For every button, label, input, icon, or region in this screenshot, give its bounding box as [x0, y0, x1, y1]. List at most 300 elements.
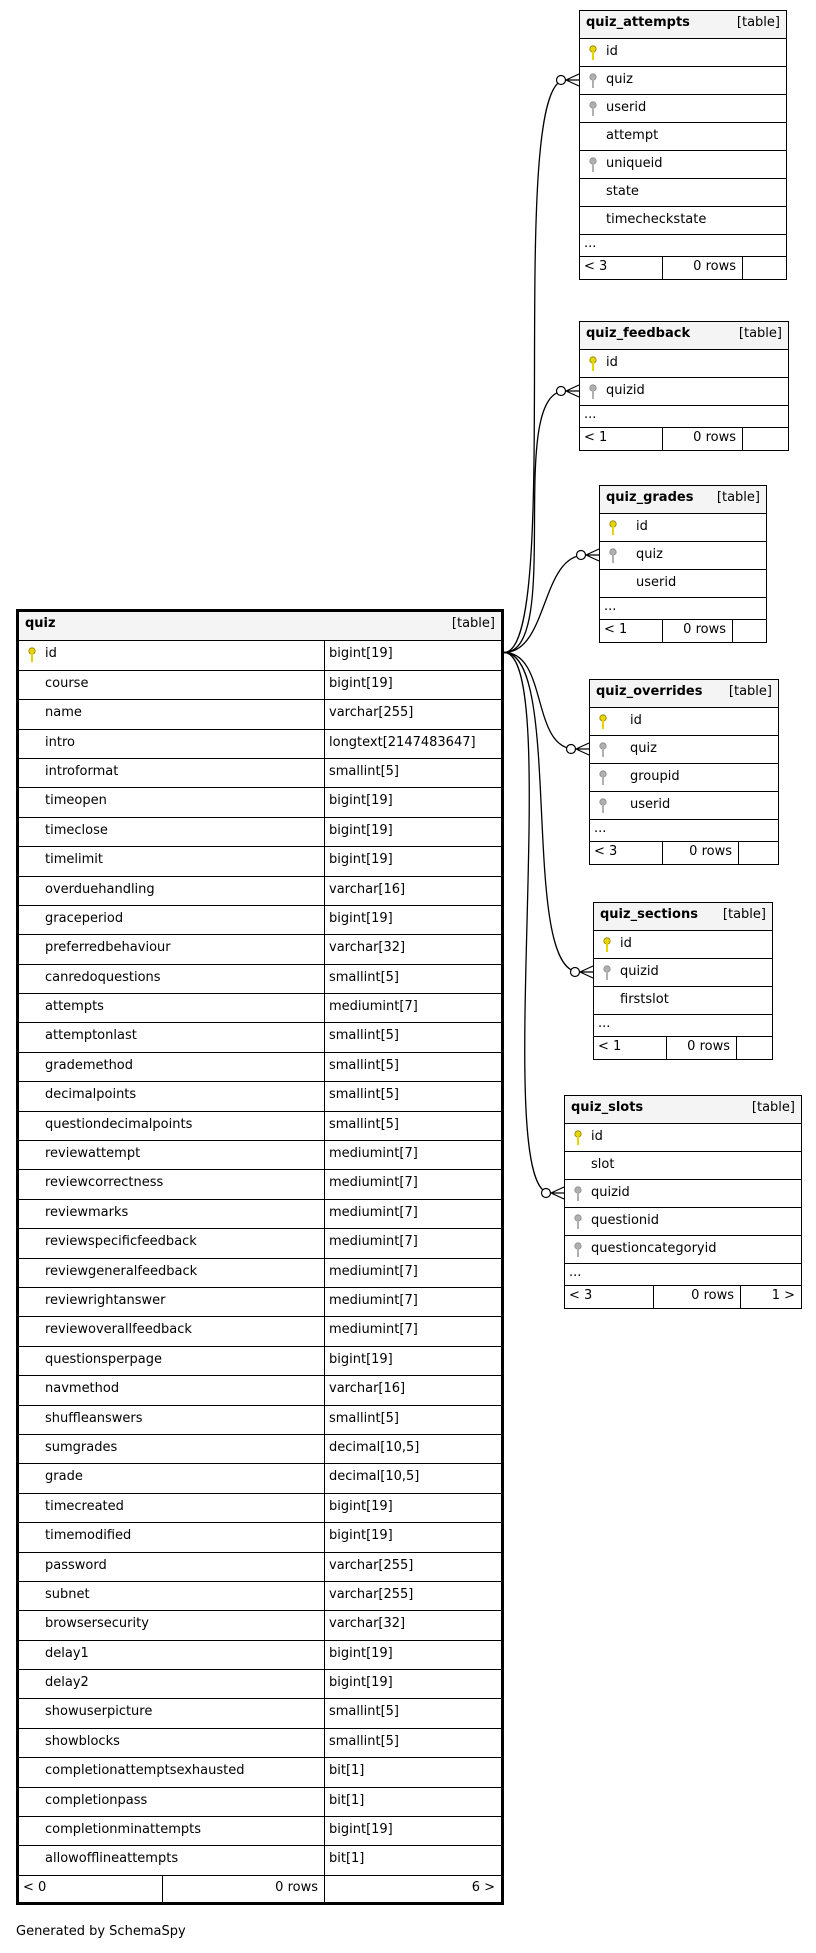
table-name: quiz_overrides: [596, 684, 703, 699]
column-name: preferredbehaviour: [45, 940, 171, 956]
primary-key-icon: [573, 1130, 583, 1146]
column-type: smallint[5]: [329, 1028, 399, 1044]
column-name: attempt: [606, 128, 659, 143]
column-row[interactable]: [19, 965, 501, 994]
column-type: bigint[19]: [329, 1675, 393, 1691]
foreign-key-icon: [573, 1186, 583, 1202]
column-type: mediumint[7]: [329, 1234, 418, 1250]
relationship-line: [504, 555, 585, 653]
column-name: quizid: [606, 383, 645, 398]
parent-count: < 1: [584, 430, 608, 445]
column-name: reviewspecificfeedback: [45, 1234, 197, 1250]
column-name: timeclose: [45, 822, 108, 838]
column-type: varchar[32]: [329, 940, 406, 956]
column-row[interactable]: [19, 1582, 501, 1611]
column-name: userid: [636, 575, 677, 590]
column-name: timeopen: [45, 793, 107, 809]
column-name: id: [620, 936, 632, 951]
row-count: 0 rows: [689, 844, 732, 859]
relationship-line: [504, 391, 565, 653]
footer-divider: [324, 1876, 325, 1902]
column-row[interactable]: [590, 764, 778, 792]
column-row[interactable]: [19, 1788, 501, 1817]
column-type: varchar[16]: [329, 1381, 406, 1397]
ellipsis-text: ...: [594, 821, 607, 836]
column-name: quiz: [606, 72, 633, 87]
column-name: quiz: [636, 547, 663, 562]
crows-foot-marker: [566, 74, 579, 86]
column-name: id: [636, 519, 648, 534]
table-quiz-overrides[interactable]: [589, 679, 779, 865]
column-divider: [324, 759, 325, 787]
column-name: timecreated: [45, 1498, 124, 1514]
column-row[interactable]: [19, 1053, 501, 1082]
table-name: quiz_grades: [606, 490, 694, 505]
primary-key-icon: [27, 647, 37, 663]
column-name: browsersecurity: [45, 1616, 149, 1632]
column-name: name: [45, 705, 82, 721]
column-divider: [324, 1200, 325, 1228]
column-name: id: [606, 44, 618, 59]
column-row[interactable]: [565, 1152, 801, 1180]
column-type: bigint[19]: [329, 793, 393, 809]
relationship-line: [504, 80, 565, 653]
column-name: uniqueid: [606, 156, 663, 171]
table-footer: [565, 1286, 801, 1308]
column-row[interactable]: [19, 788, 501, 817]
column-type: smallint[5]: [329, 1704, 399, 1720]
table-kind: [table]: [451, 616, 495, 631]
foreign-key-icon: [602, 965, 612, 981]
column-name: graceperiod: [45, 910, 124, 926]
column-type: bigint[19]: [329, 852, 393, 868]
column-name: delay1: [45, 1645, 89, 1661]
column-divider: [324, 1376, 325, 1404]
column-row[interactable]: [590, 708, 778, 736]
column-type: varchar[255]: [329, 1557, 414, 1573]
table-quiz[interactable]: [16, 609, 504, 1905]
column-name: reviewgeneralfeedback: [45, 1263, 198, 1279]
column-divider: [324, 730, 325, 758]
column-row[interactable]: [580, 350, 788, 378]
foreign-key-icon: [588, 384, 598, 400]
table-quiz-grades[interactable]: [599, 485, 767, 643]
column-divider: [324, 1053, 325, 1081]
column-type: varchar[255]: [329, 1586, 414, 1602]
column-name: reviewrightanswer: [45, 1292, 166, 1308]
column-row[interactable]: [19, 847, 501, 876]
column-row[interactable]: [19, 877, 501, 906]
column-type: varchar[32]: [329, 1616, 406, 1632]
primary-key-icon: [598, 714, 608, 730]
table-header: [600, 486, 766, 514]
column-name: id: [630, 713, 642, 728]
foreign-key-icon: [608, 548, 618, 564]
column-row[interactable]: [19, 994, 501, 1023]
column-name: reviewmarks: [45, 1204, 129, 1220]
column-type: smallint[5]: [329, 1116, 399, 1132]
column-name: state: [606, 184, 639, 199]
optional-circle-marker: [542, 1189, 551, 1198]
column-type: bigint[19]: [329, 910, 393, 926]
primary-key-icon: [588, 45, 598, 61]
column-name: password: [45, 1557, 107, 1573]
column-type: bigint[19]: [329, 1528, 393, 1544]
column-divider: [324, 965, 325, 993]
column-type: smallint[5]: [329, 969, 399, 985]
column-type: smallint[5]: [329, 1733, 399, 1749]
table-name: quiz_sections: [600, 907, 698, 922]
column-row[interactable]: [19, 1141, 501, 1170]
column-row[interactable]: [19, 700, 501, 729]
column-row[interactable]: [19, 1229, 501, 1258]
column-row[interactable]: [580, 67, 786, 95]
column-divider: [324, 1670, 325, 1698]
more-columns: [580, 406, 788, 428]
table-header: [565, 1096, 801, 1124]
column-divider: [324, 1817, 325, 1845]
more-columns: [580, 235, 786, 257]
foreign-key-icon: [588, 73, 598, 89]
column-row[interactable]: [19, 1523, 501, 1552]
table-header: [590, 680, 778, 708]
foreign-key-icon: [573, 1214, 583, 1230]
column-name: userid: [606, 100, 647, 115]
column-divider: [324, 1259, 325, 1287]
column-name: overduehandling: [45, 881, 155, 897]
column-row[interactable]: [19, 1023, 501, 1052]
column-name: completionminattempts: [45, 1822, 201, 1838]
column-type: bigint[19]: [329, 1498, 393, 1514]
column-divider: [324, 1112, 325, 1140]
column-name: questionsperpage: [45, 1351, 162, 1367]
column-name: intro: [45, 734, 75, 750]
column-name: quizid: [620, 964, 659, 979]
footer-divider: [662, 842, 663, 864]
column-name: reviewcorrectness: [45, 1175, 164, 1191]
column-row[interactable]: [19, 641, 501, 670]
column-divider: [324, 1494, 325, 1522]
more-columns: [590, 820, 778, 842]
footer-divider: [742, 428, 743, 450]
column-name: id: [591, 1129, 603, 1144]
column-name: firstslot: [620, 992, 669, 1007]
table-name: quiz: [25, 616, 56, 631]
column-name: introformat: [45, 763, 119, 779]
table-quiz-slots[interactable]: [564, 1095, 802, 1309]
footer-divider: [162, 1876, 163, 1902]
column-row[interactable]: [19, 1729, 501, 1758]
relationship-line: [504, 653, 575, 750]
column-name: quizid: [591, 1185, 630, 1200]
column-divider: [324, 1464, 325, 1492]
column-row[interactable]: [19, 730, 501, 759]
ellipsis-text: ...: [604, 599, 617, 614]
footer-divider: [742, 257, 743, 279]
table-name: quiz_attempts: [586, 15, 690, 30]
column-type: varchar[255]: [329, 705, 414, 721]
table-quiz-attempts[interactable]: [579, 10, 787, 280]
column-divider: [324, 1699, 325, 1727]
row-count: 0 rows: [687, 1039, 730, 1054]
table-kind: [table]: [738, 326, 782, 341]
optional-circle-marker: [557, 76, 566, 85]
column-row[interactable]: [580, 95, 786, 123]
column-divider: [324, 1229, 325, 1257]
column-divider: [324, 1170, 325, 1198]
column-name: completionpass: [45, 1792, 148, 1808]
column-name: subnet: [45, 1586, 90, 1602]
column-row[interactable]: [19, 1376, 501, 1405]
column-row[interactable]: [19, 935, 501, 964]
column-type: mediumint[7]: [329, 1292, 418, 1308]
column-row[interactable]: [600, 570, 766, 598]
column-name: reviewattempt: [45, 1146, 141, 1162]
row-count: 0 rows: [275, 1879, 318, 1895]
column-divider: [324, 641, 325, 669]
column-type: smallint[5]: [329, 1087, 399, 1103]
relationship-line: [504, 653, 550, 1194]
table-footer: [600, 620, 766, 642]
table-footer: [594, 1037, 772, 1059]
column-name: allowofflineattempts: [45, 1851, 179, 1867]
column-divider: [324, 671, 325, 699]
column-divider: [324, 1082, 325, 1110]
column-type: mediumint[7]: [329, 999, 418, 1015]
column-type: bit[1]: [329, 1792, 365, 1808]
column-divider: [324, 1288, 325, 1316]
column-name: timemodified: [45, 1528, 132, 1544]
column-divider: [324, 1641, 325, 1669]
column-divider: [324, 1523, 325, 1551]
table-footer: [580, 428, 788, 450]
column-type: smallint[5]: [329, 1057, 399, 1073]
column-name: grademethod: [45, 1057, 134, 1073]
column-row[interactable]: [19, 1317, 501, 1346]
parent-count: < 1: [598, 1039, 622, 1054]
column-divider: [324, 1347, 325, 1375]
column-row[interactable]: [19, 1699, 501, 1728]
column-row[interactable]: [594, 987, 772, 1015]
crows-foot-marker: [586, 549, 599, 561]
column-row[interactable]: [19, 1611, 501, 1640]
table-kind: [table]: [751, 1100, 795, 1115]
optional-circle-marker: [567, 745, 576, 754]
column-row[interactable]: [580, 207, 786, 235]
column-row[interactable]: [590, 792, 778, 820]
table-kind: [table]: [722, 907, 766, 922]
footer-divider: [740, 1286, 741, 1308]
column-row[interactable]: [594, 931, 772, 959]
table-quiz-sections[interactable]: [593, 902, 773, 1060]
column-name: groupid: [630, 769, 680, 784]
row-count: 0 rows: [693, 430, 736, 445]
column-name: timelimit: [45, 852, 103, 868]
column-row[interactable]: [580, 39, 786, 67]
primary-key-icon: [608, 520, 618, 536]
child-count: 1 >: [771, 1288, 795, 1303]
optional-circle-marker: [577, 551, 586, 560]
column-name: id: [45, 646, 57, 662]
column-name: userid: [630, 797, 671, 812]
column-row[interactable]: [19, 1288, 501, 1317]
column-name: navmethod: [45, 1381, 120, 1397]
column-name: delay2: [45, 1675, 89, 1691]
foreign-key-icon: [588, 101, 598, 117]
table-name: quiz_slots: [571, 1100, 644, 1115]
column-row[interactable]: [565, 1208, 801, 1236]
column-row[interactable]: [19, 1347, 501, 1376]
more-columns: [594, 1015, 772, 1037]
table-quiz-feedback[interactable]: [579, 321, 789, 451]
column-name: questiondecimalpoints: [45, 1116, 193, 1132]
column-row[interactable]: [19, 1670, 501, 1699]
column-name: sumgrades: [45, 1439, 118, 1455]
more-columns: [600, 598, 766, 620]
foreign-key-icon: [573, 1242, 583, 1258]
foreign-key-icon: [588, 157, 598, 173]
table-header: [580, 322, 788, 350]
column-row[interactable]: [19, 818, 501, 847]
ellipsis-text: ...: [598, 1016, 611, 1031]
footer-divider: [736, 1037, 737, 1059]
parent-count: < 3: [594, 844, 618, 859]
column-row[interactable]: [19, 906, 501, 935]
footer-divider: [662, 257, 663, 279]
ellipsis-text: ...: [584, 407, 597, 422]
column-name: slot: [591, 1157, 615, 1172]
column-divider: [324, 1729, 325, 1757]
column-row[interactable]: [19, 1406, 501, 1435]
column-name: attemptonlast: [45, 1028, 137, 1044]
column-type: mediumint[7]: [329, 1175, 418, 1191]
column-row[interactable]: [580, 151, 786, 179]
column-type: bigint[19]: [329, 1351, 393, 1367]
column-name: attempts: [45, 999, 104, 1015]
column-row[interactable]: [19, 1259, 501, 1288]
row-count: 0 rows: [691, 1288, 734, 1303]
column-name: id: [606, 355, 618, 370]
primary-key-icon: [602, 937, 612, 953]
column-name: quiz: [630, 741, 657, 756]
crows-foot-marker: [576, 743, 589, 755]
generated-by-footer: Generated by SchemaSpy: [16, 1924, 186, 1939]
ellipsis-text: ...: [584, 236, 597, 251]
column-row[interactable]: [565, 1180, 801, 1208]
column-type: bit[1]: [329, 1851, 365, 1867]
column-divider: [324, 1435, 325, 1463]
column-name: grade: [45, 1469, 83, 1485]
column-name: canredoquestions: [45, 969, 161, 985]
footer-divider: [662, 620, 663, 642]
column-divider: [324, 1406, 325, 1434]
column-divider: [324, 1317, 325, 1345]
optional-circle-marker: [557, 387, 566, 396]
column-divider: [324, 1141, 325, 1169]
column-row[interactable]: [19, 1553, 501, 1582]
relationship-line: [504, 653, 579, 973]
foreign-key-icon: [598, 770, 608, 786]
column-row[interactable]: [19, 1464, 501, 1493]
column-row[interactable]: [590, 736, 778, 764]
column-divider: [324, 877, 325, 905]
column-divider: [324, 1758, 325, 1786]
column-divider: [324, 1611, 325, 1639]
column-row[interactable]: [580, 123, 786, 151]
column-row[interactable]: [19, 1641, 501, 1670]
column-row[interactable]: [19, 1435, 501, 1464]
column-row[interactable]: [580, 179, 786, 207]
column-row[interactable]: [19, 671, 501, 700]
parent-count: < 0: [23, 1879, 47, 1895]
column-name: reviewoverallfeedback: [45, 1322, 192, 1338]
table-footer: [580, 257, 786, 279]
column-row[interactable]: [19, 1846, 501, 1875]
column-row[interactable]: [19, 1170, 501, 1199]
column-name: completionattemptsexhausted: [45, 1763, 245, 1779]
column-row[interactable]: [19, 1112, 501, 1141]
column-type: bigint[19]: [329, 646, 393, 662]
table-header: [580, 11, 786, 39]
column-name: questionid: [591, 1213, 660, 1228]
column-divider: [324, 1582, 325, 1610]
column-type: decimal[10,5]: [329, 1439, 420, 1455]
crows-foot-marker: [566, 385, 579, 397]
column-type: bigint[19]: [329, 822, 393, 838]
column-row[interactable]: [19, 1200, 501, 1229]
foreign-key-icon: [598, 798, 608, 814]
table-kind: [table]: [736, 15, 780, 30]
column-type: bit[1]: [329, 1763, 365, 1779]
row-count: 0 rows: [693, 259, 736, 274]
column-row[interactable]: [600, 542, 766, 570]
column-divider: [324, 1553, 325, 1581]
column-row[interactable]: [19, 759, 501, 788]
column-row[interactable]: [19, 1494, 501, 1523]
column-row[interactable]: [19, 1758, 501, 1787]
column-type: mediumint[7]: [329, 1322, 418, 1338]
column-row[interactable]: [600, 514, 766, 542]
table-header: [594, 903, 772, 931]
column-name: questioncategoryid: [591, 1241, 717, 1256]
table-name: quiz_feedback: [586, 326, 691, 341]
footer-divider: [666, 1037, 667, 1059]
column-divider: [324, 906, 325, 934]
column-row[interactable]: [565, 1124, 801, 1152]
table-kind: [table]: [716, 490, 760, 505]
row-count: 0 rows: [683, 622, 726, 637]
footer-divider: [738, 842, 739, 864]
column-type: bigint[19]: [329, 675, 393, 691]
footer-divider: [653, 1286, 654, 1308]
column-type: varchar[16]: [329, 881, 406, 897]
column-row[interactable]: [594, 959, 772, 987]
column-row[interactable]: [19, 1082, 501, 1111]
column-divider: [324, 818, 325, 846]
column-divider: [324, 700, 325, 728]
column-type: mediumint[7]: [329, 1204, 418, 1220]
parent-count: < 1: [604, 622, 628, 637]
column-type: mediumint[7]: [329, 1263, 418, 1279]
column-row[interactable]: [580, 378, 788, 406]
column-type: smallint[5]: [329, 763, 399, 779]
column-row[interactable]: [565, 1236, 801, 1264]
column-divider: [324, 935, 325, 963]
table-footer: [590, 842, 778, 864]
ellipsis-text: ...: [569, 1265, 582, 1280]
column-row[interactable]: [19, 1817, 501, 1846]
optional-circle-marker: [571, 968, 580, 977]
